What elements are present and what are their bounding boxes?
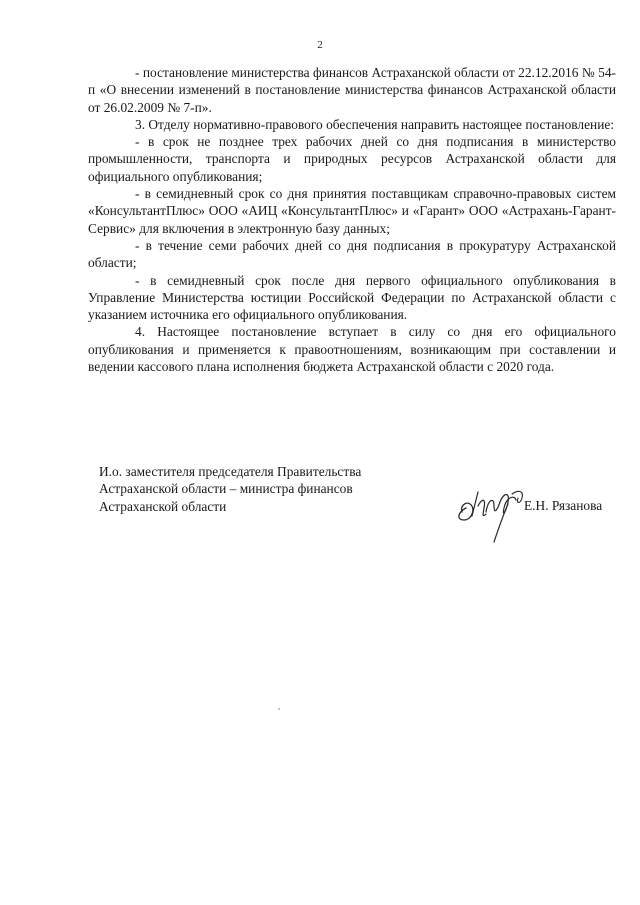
handwritten-signature	[452, 478, 532, 548]
paragraph-item-4-effective-date: 4. Настоящее постановление вступает в силу со дня его официального опубликования и применяется к правоотношениям, возникающим при составлении и ведении кассового плана исполнения бюджета Астраханской области с 2020 года.	[88, 324, 616, 375]
signatory-position	[99, 463, 361, 515]
paragraph-send-to-justice-ministry: - в семидневный срок после дня первого официального опубликования в Управление Министерства юстиции Российской Федерации по Астраханской области с указанием источника его официального опубликования.	[88, 272, 616, 323]
page-number: 2	[317, 39, 323, 51]
signatory-position-line: И.о. заместителя председателя Правительства	[99, 464, 362, 479]
scan-speck	[278, 708, 280, 710]
signatory-position-line: Астраханской области	[99, 498, 227, 514]
paragraph-send-to-legal-systems: - в семидневный срок со дня принятия поставщикам справочно-правовых систем «КонсультантПлюс» ООО «АИЦ «КонсультантПлюс» и «Гарант» ООО «Астрахань-Гарант-Сервис» для включения в электронную базу данных;	[88, 186, 616, 236]
paragraph-prior-order-reference: - постановление министерства финансов Астраханской области от 22.12.2016 № 54-п «О внесении изменений в постановление министерства финансов Астраханской области от 26.02.2009 № 7-п».	[88, 65, 616, 115]
signatory-position-line: Астраханской области – министра финансов	[99, 481, 353, 497]
document-body	[88, 64, 616, 375]
paragraph-item-3-intro: 3. Отделу нормативно-правового обеспечения направить настоящее постановление:	[135, 116, 615, 132]
paragraph-send-to-ministry: - в срок не позднее трех рабочих дней со дня подписания в министерство промышленности, транспорта и природных ресурсов Астраханской области для официального опубликования;	[88, 134, 616, 184]
paragraph-send-to-prosecutor: - в течение семи рабочих дней со дня подписания в прокуратуру Астраханской области;	[88, 237, 616, 271]
signer-name: Е.Н. Рязанова	[524, 498, 603, 513]
